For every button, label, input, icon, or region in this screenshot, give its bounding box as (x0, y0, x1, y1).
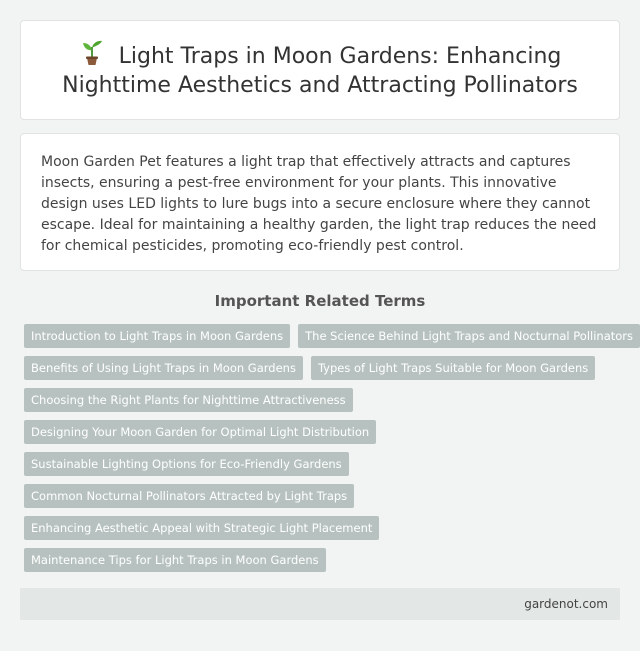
related-terms-heading: Important Related Terms (214, 292, 426, 310)
page-title-text: Light Traps in Moon Gardens: Enhancing Nighttime Aesthetics and Attracting Pollinators (62, 44, 578, 98)
description-text: Moon Garden Pet features a light trap that effectively attracts and captures insects, ensuring a pest-free environment for your plants. This innovative design uses LED lights to lure bugs into a secure enclosure where they cannot escape. Ideal for maintaining a healthy garden, the light trap reduces the need for chemical pesticides, promoting eco-friendly pest control. (41, 154, 597, 254)
related-term-tag[interactable]: Maintenance Tips for Light Traps in Moon Gardens (24, 548, 326, 572)
related-term-tag[interactable]: Introduction to Light Traps in Moon Gardens (24, 324, 290, 348)
related-term-tag[interactable]: The Science Behind Light Traps and Nocturnal Pollinators (298, 324, 640, 348)
related-term-tag[interactable]: Enhancing Aesthetic Appeal with Strategic Light Placement (24, 516, 379, 540)
footer-site-link[interactable]: gardenot.com (524, 597, 608, 611)
related-term-tag[interactable]: Designing Your Moon Garden for Optimal Light Distribution (24, 420, 376, 444)
footer (20, 588, 620, 620)
page-title (51, 40, 589, 100)
related-terms-list (24, 324, 634, 580)
related-term-tag[interactable]: Benefits of Using Light Traps in Moon Gardens (24, 356, 303, 380)
related-term-tag[interactable]: Types of Light Traps Suitable for Moon Gardens (311, 356, 595, 380)
title-card (20, 20, 620, 120)
description-card (20, 133, 620, 271)
seedling-icon (79, 40, 105, 66)
related-term-tag[interactable]: Choosing the Right Plants for Nighttime Attractiveness (24, 388, 353, 412)
related-term-tag[interactable]: Common Nocturnal Pollinators Attracted by Light Traps (24, 484, 354, 508)
related-term-tag[interactable]: Sustainable Lighting Options for Eco-Friendly Gardens (24, 452, 349, 476)
